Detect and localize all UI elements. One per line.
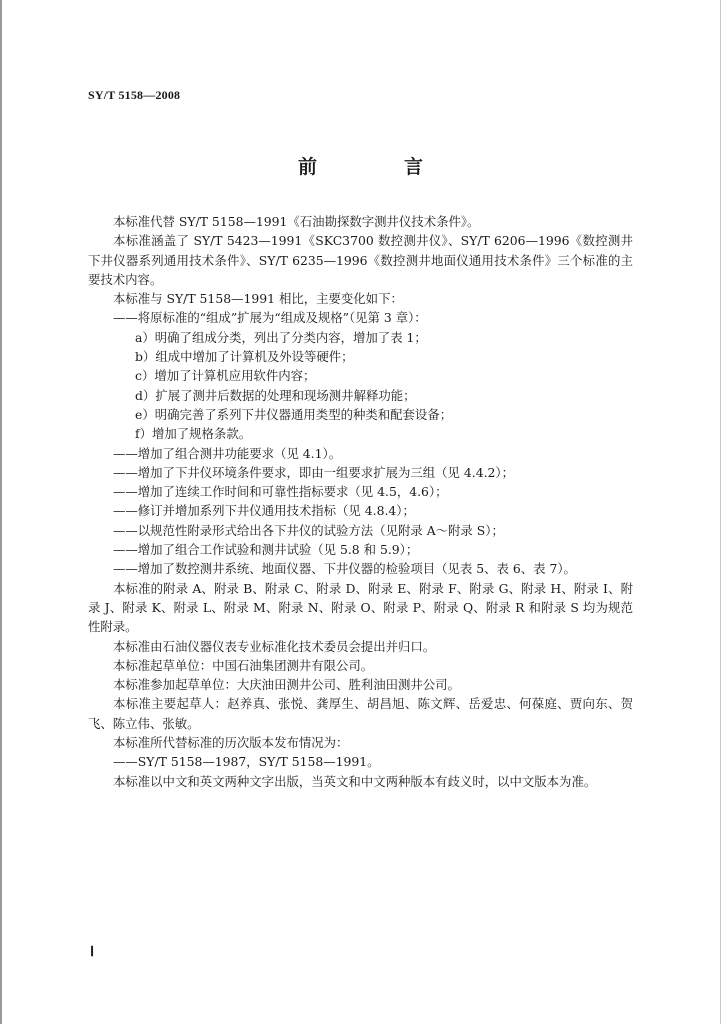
paragraph: ——以规范性附录形式给出各下井仪的试验方法（见附录 A～附录 S）； <box>113 522 504 538</box>
paragraph: ——增加了数控测井系统、地面仪器、下井仪器的检验项目（见表 5、表 6、表 7）。 <box>113 561 576 577</box>
paragraph: ——增加了连续工作时间和可靠性指标要求（见 4.5，4.6）； <box>113 484 448 500</box>
paragraph: 本标准与 SY/T 5158—1991 相比，主要变化如下： <box>113 291 403 307</box>
paragraph: ——SY/T 5158—1987，SY/T 5158—1991。 <box>113 754 380 770</box>
page-title: 前 言 <box>297 156 457 178</box>
paragraph: 本标准的附录 A、附录 B、附录 C、附录 D、附录 E、附录 F、附录 G、附录 H、附录 I、附录 J、附录 K、附录 L、附录 M、附录 N、附录 O、附录 P、附录 Q、附录 R 和附录 S 均为规范性附录。 <box>88 580 633 635</box>
paragraph: 本标准所代替标准的历次版本发布情况为： <box>113 735 349 751</box>
paragraph: 本标准主要起草人：赵养真、张悦、龚厚生、胡昌旭、陈文辉、岳爱忠、何葆庭、贾向东、贺飞、陈立伟、张敏。 <box>88 696 633 731</box>
paragraph: ——将原标准的“组成”扩展为“组成及规格”（见第 3 章）： <box>113 310 427 326</box>
paragraph: ——增加了组合工作试验和测井试验（见 5.8 和 5.9）； <box>113 542 419 558</box>
paragraph: ——增加了下井仪环境条件要求，即由一组要求扩展为三组（见 4.4.2）； <box>113 464 514 480</box>
paragraph: 本标准参加起草单位：大庆油田测井公司、胜利油田测井公司。 <box>113 677 460 693</box>
paragraph: d）扩展了测井后数据的处理和现场测井解释功能； <box>135 387 416 403</box>
paragraph: ——增加了组合测井功能要求（见 4.1）。 <box>113 445 342 461</box>
paragraph: ——修订并增加系列下井仪通用技术指标（见 4.8.4）； <box>113 503 415 519</box>
paragraph: 本标准起草单位：中国石油集团测井有限公司。 <box>113 657 374 673</box>
paragraph: b）组成中增加了计算机及外设等硬件； <box>135 349 354 365</box>
paragraph: 本标准以中文和英文两种文字出版，当英文和中文两种版本有歧义时，以中文版本为准。 <box>113 773 597 789</box>
paragraph: 本标准由石油仪器仪表专业标准化技术委员会提出并归口。 <box>113 638 436 654</box>
paragraph: 本标准涵盖了 SY/T 5423—1991《SKC3700 数控测井仪》、SY/T 6206—1996《数控测井下井仪器系列通用技术条件》、SY/T 6235—1996《数控测井地面仪通用技术条件》三个标准的主要技术内容。 <box>88 233 633 287</box>
paragraph: a）明确了组成分类，列出了分类内容，增加了表 1； <box>135 329 427 345</box>
document-body <box>88 212 633 791</box>
paragraph: f）增加了规格条款。 <box>135 426 252 442</box>
paragraph: e）明确完善了系列下井仪器通用类型的种类和配套设备； <box>135 406 453 422</box>
paragraph: c）增加了计算机应用软件内容； <box>135 368 316 384</box>
paragraph: 本标准代替 SY/T 5158—1991《石油勘探数字测井仪技术条件》。 <box>113 214 480 229</box>
page-number: Ⅰ <box>90 945 95 960</box>
standard-code: SY/T 5158—2008 <box>88 88 181 102</box>
